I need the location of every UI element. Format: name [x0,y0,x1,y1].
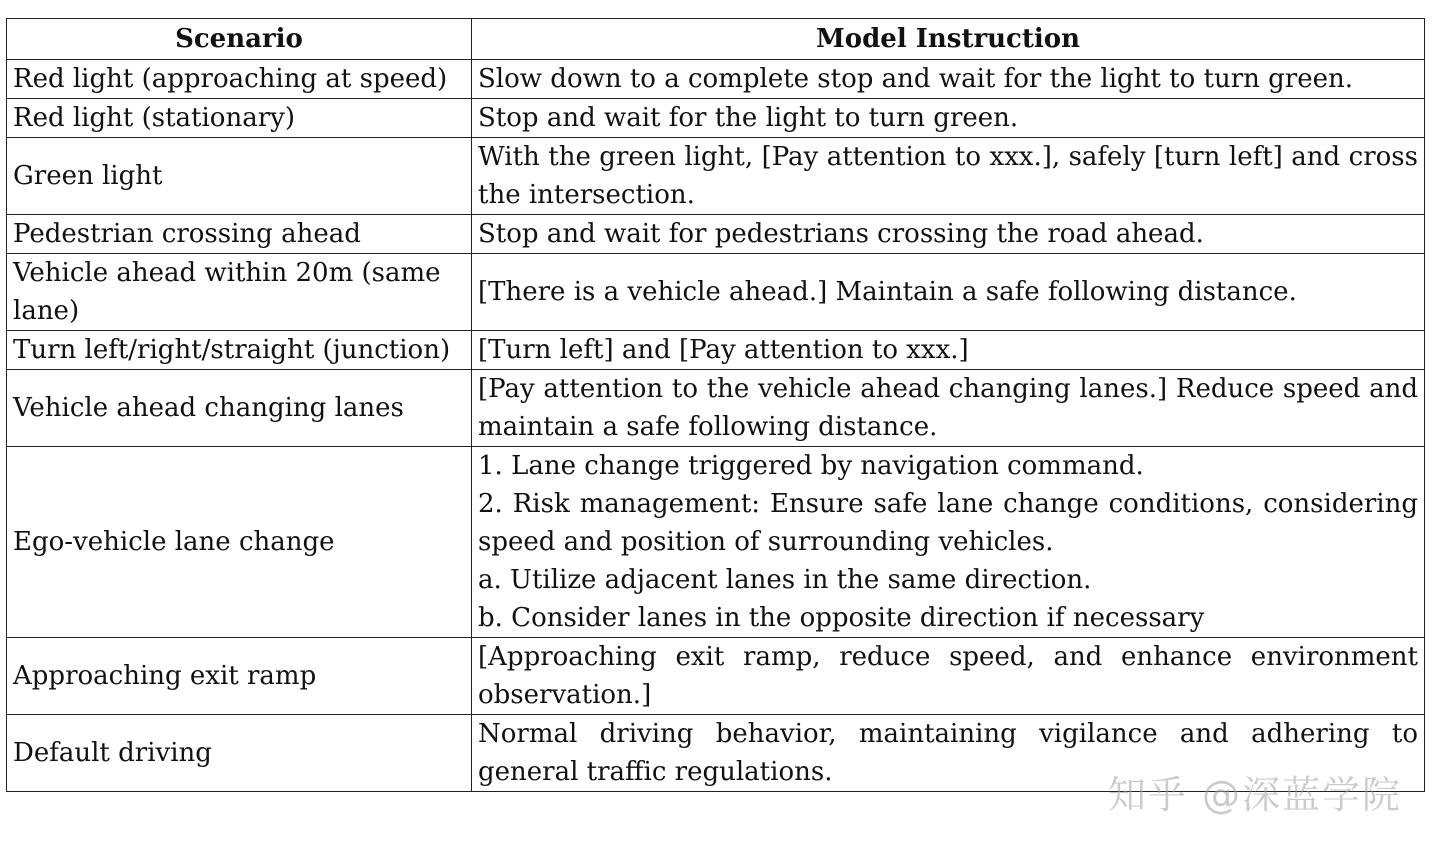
scenario-cell: Red light (stationary) [7,99,472,138]
instruction-line: Stop and wait for the light to turn green. [478,103,1019,133]
scenario-cell: Ego-vehicle lane change [7,447,472,638]
instruction-line: [Pay attention to the vehicle ahead changing lanes.] Reduce speed and maintain a safe following distance. [478,374,1418,442]
instruction-line: Normal driving behavior, maintaining vigilance and adhering to general traffic regulations. [478,719,1418,787]
instruction-line: a. Utilize adjacent lanes in the same direction. [478,565,1092,595]
scenario-instruction-table-container [6,18,1424,792]
scenario-cell: Vehicle ahead changing lanes [7,370,472,447]
instruction-cell [472,331,1425,370]
instruction-line: Stop and wait for pedestrians crossing the road ahead. [478,219,1204,249]
scenario-cell: Turn left/right/straight (junction) [7,331,472,370]
table-row [7,60,1425,99]
instruction-line: With the green light, [Pay attention to xxx.], safely [turn left] and cross the intersection. [478,142,1418,210]
table-row [7,638,1425,715]
table-row [7,138,1425,215]
instruction-cell [472,60,1425,99]
scenario-cell: Green light [7,138,472,215]
instruction-cell [472,370,1425,447]
scenario-cell: Approaching exit ramp [7,638,472,715]
watermark-text: 知乎 @深蓝学院 [1107,773,1402,817]
table-row [7,215,1425,254]
instruction-line: Slow down to a complete stop and wait for the light to turn green. [478,64,1353,94]
instruction-cell [472,99,1425,138]
instruction-line: b. Consider lanes in the opposite direction if necessary [478,603,1205,633]
instruction-line: [Approaching exit ramp, reduce speed, and enhance environment observation.] [478,642,1418,710]
scenario-cell: Red light (approaching at speed) [7,60,472,99]
table-row [7,331,1425,370]
scenario-instruction-table [6,18,1425,792]
instruction-cell [472,138,1425,215]
table-row [7,254,1425,331]
instruction-cell [472,254,1425,331]
scenario-cell: Pedestrian crossing ahead [7,215,472,254]
instruction-cell [472,447,1425,638]
instruction-cell [472,638,1425,715]
instruction-line: 2. Risk management: Ensure safe lane change conditions, considering speed and position of surrounding vehicles. [478,489,1418,557]
scenario-cell: Default driving [7,715,472,792]
instruction-cell [472,215,1425,254]
scenario-cell: Vehicle ahead within 20m (same lane) [7,254,472,331]
instruction-line: [There is a vehicle ahead.] Maintain a safe following distance. [478,277,1297,307]
table-row [7,370,1425,447]
header-scenario: Scenario [7,19,472,60]
instruction-line: [Turn left] and [Pay attention to xxx.] [478,335,969,365]
table-row [7,447,1425,638]
instruction-line: 1. Lane change triggered by navigation command. [478,451,1144,481]
table-header-row [7,19,1425,60]
table-row [7,99,1425,138]
table-body [7,60,1425,792]
header-model-instruction: Model Instruction [472,19,1425,60]
